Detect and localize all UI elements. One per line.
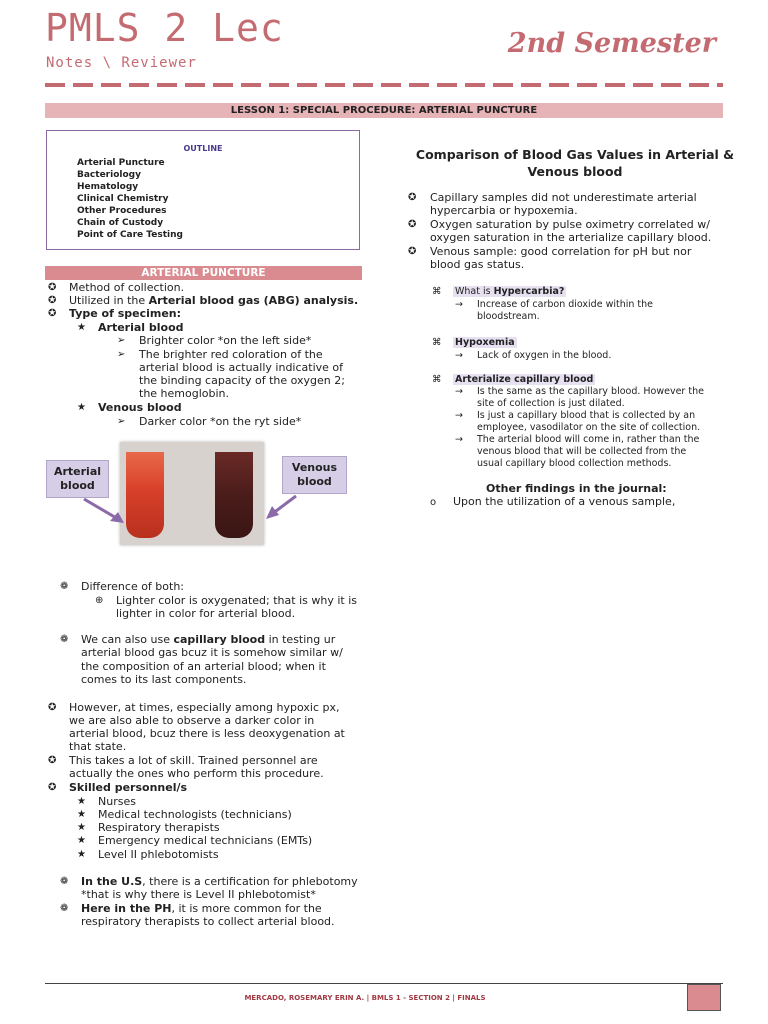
title-line: Venous blood bbox=[527, 164, 623, 179]
lesson-title: LESSON 1: SPECIAL PROCEDURE: ARTERIAL PUNCTURE bbox=[45, 103, 723, 118]
text-part: What is bbox=[455, 286, 494, 297]
text-line: respiratory therapists to collect arterial blood. bbox=[81, 915, 335, 928]
text-part: Arterialize capillary blood bbox=[455, 374, 594, 385]
circled-plus-icon: ⊕ bbox=[95, 595, 104, 606]
target-bullet-icon: ✪ bbox=[48, 308, 57, 319]
section-title: ARTERIAL PUNCTURE bbox=[45, 266, 362, 280]
page-number-box bbox=[687, 984, 721, 1011]
comparison-title bbox=[395, 146, 755, 180]
arrow-bullet-icon: ➢ bbox=[117, 335, 126, 346]
text-line: lighter in color for arterial blood. bbox=[116, 607, 296, 620]
flower-bullet-icon: ❁ bbox=[60, 634, 69, 645]
outline-item: Bacteriology bbox=[77, 170, 141, 180]
text-line: the hemoglobin. bbox=[139, 387, 230, 400]
outline-item: Other Procedures bbox=[77, 206, 167, 216]
text-line: Lighter color is oxygenated; that is why it is bbox=[116, 594, 357, 607]
text-part: Hypercarbia? bbox=[493, 286, 565, 297]
text-part: , there is a certification for phlebotomy bbox=[142, 875, 358, 888]
outline-box bbox=[46, 130, 360, 250]
text-part: in testing ur bbox=[265, 633, 336, 646]
text-line bbox=[69, 294, 358, 308]
text-line: Oxygen saturation by pulse oximetry correlated w/ bbox=[430, 218, 710, 231]
text-line bbox=[453, 286, 566, 298]
text-line bbox=[453, 337, 517, 349]
text-line: bloodstream. bbox=[477, 311, 540, 322]
target-bullet-icon: ✪ bbox=[48, 782, 57, 793]
arterial-tube bbox=[126, 452, 164, 538]
text-line: Brighter color *on the left side* bbox=[139, 334, 312, 347]
text-line: Darker color *on the ryt side* bbox=[139, 415, 302, 428]
text-line: employee, vasodilator on the site of collection. bbox=[477, 422, 701, 433]
sparkle-bullet-icon: ⌘ bbox=[432, 286, 442, 297]
text-line: The arterial blood will come in, rather than the bbox=[477, 434, 700, 445]
arrow-bullet-icon: ➢ bbox=[117, 349, 126, 360]
star-bullet-icon: ★ bbox=[77, 402, 86, 413]
text-line: arterial blood gas bcuz it is somehow similar w/ bbox=[81, 646, 343, 659]
text-part: Here in the PH bbox=[81, 902, 172, 915]
text-line: that state. bbox=[69, 740, 127, 753]
target-bullet-icon: ✪ bbox=[408, 192, 417, 203]
title-line: Comparison of Blood Gas Values in Arterial & bbox=[415, 147, 735, 162]
text-line: comes to its last components. bbox=[81, 673, 247, 686]
text-part: We can also use bbox=[81, 633, 174, 646]
text-line: Lack of oxygen in the blood. bbox=[477, 350, 612, 361]
text-part: , it is more common for the bbox=[171, 902, 322, 915]
text-line: Upon the utilization of a venous sample, bbox=[453, 495, 676, 508]
text-line bbox=[81, 875, 358, 889]
outline-item: Point of Care Testing bbox=[77, 230, 183, 240]
other-findings-heading: Other findings in the journal: bbox=[486, 482, 667, 495]
arterial-blood-label: Arterial blood bbox=[46, 460, 109, 498]
target-bullet-icon: ✪ bbox=[48, 702, 57, 713]
flower-bullet-icon: ❁ bbox=[60, 903, 69, 914]
blood-tubes-photo bbox=[120, 442, 264, 545]
star-bullet-icon: ★ bbox=[77, 809, 86, 820]
text-line: *that is why there is Level II phlebotomist* bbox=[81, 888, 316, 901]
text-line: Medical technologists (technicians) bbox=[98, 808, 292, 821]
target-bullet-icon: ✪ bbox=[48, 282, 57, 293]
outline-list bbox=[77, 157, 183, 241]
text-line: site of collection is just dilated. bbox=[477, 398, 625, 409]
text-line: Type of specimen: bbox=[69, 307, 182, 320]
text-line: venous blood that will be collected from the bbox=[477, 446, 687, 457]
venous-blood-label: Venous blood bbox=[282, 456, 347, 494]
sparkle-bullet-icon: ⌘ bbox=[432, 337, 442, 348]
outline-title: OUTLINE bbox=[183, 144, 223, 153]
text-line: we are also able to observe a darker color in bbox=[69, 714, 315, 727]
text-line: usual capillary blood collection methods. bbox=[477, 458, 672, 469]
text-line: Is just a capillary blood that is collected by an bbox=[477, 410, 696, 421]
outline-item: Hematology bbox=[77, 182, 139, 192]
right-arrow-icon: → bbox=[455, 434, 463, 445]
arrow-to-arterial-icon bbox=[80, 495, 128, 527]
text-line: hypercarbia or hypoxemia. bbox=[430, 204, 578, 217]
outline-item: Arterial Puncture bbox=[77, 158, 165, 168]
arrow-to-venous-icon bbox=[262, 492, 302, 522]
text-line: Skilled personnel/s bbox=[69, 781, 188, 794]
outline-item: Chain of Custody bbox=[77, 218, 164, 228]
text-line: Is the same as the capillary blood. However the bbox=[477, 386, 704, 397]
circle-bullet-icon: o bbox=[430, 497, 437, 508]
flower-bullet-icon: ❁ bbox=[60, 581, 69, 592]
right-arrow-icon: → bbox=[455, 299, 463, 310]
target-bullet-icon: ✪ bbox=[48, 755, 57, 766]
arrow-bullet-icon: ➢ bbox=[117, 416, 126, 427]
text-line bbox=[81, 902, 322, 916]
brand-subtitle: Notes \ Reviewer bbox=[46, 55, 197, 71]
text-part: In the U.S bbox=[81, 875, 143, 888]
text-line bbox=[81, 633, 335, 647]
flower-bullet-icon: ❁ bbox=[60, 876, 69, 887]
text-line: Difference of both: bbox=[81, 580, 185, 593]
star-bullet-icon: ★ bbox=[77, 835, 86, 846]
text-line: arterial blood is actually indicative of bbox=[139, 361, 344, 374]
text-line: The brighter red coloration of the bbox=[139, 348, 323, 361]
text-part: Arterial blood gas (ABG) analysis. bbox=[148, 294, 359, 307]
footer-text: MERCADO, ROSEMARY ERIN A. | BMLS 1 - SECTION 2 | FINALS bbox=[244, 994, 486, 1002]
text-line: Capillary samples did not underestimate arterial bbox=[430, 191, 697, 204]
text-line: Emergency medical technicians (EMTs) bbox=[98, 834, 313, 847]
star-bullet-icon: ★ bbox=[77, 822, 86, 833]
outline-item: Clinical Chemistry bbox=[77, 194, 169, 204]
text-line: Level II phlebotomists bbox=[98, 848, 219, 861]
semester-label: 2nd Semester bbox=[507, 28, 716, 59]
text-line: However, at times, especially among hypoxic px, bbox=[69, 701, 340, 714]
text-line: Venous sample: good correlation for pH but nor bbox=[430, 245, 692, 258]
right-arrow-icon: → bbox=[455, 350, 463, 361]
footer-divider bbox=[45, 983, 723, 984]
text-line: blood gas status. bbox=[430, 258, 525, 271]
star-bullet-icon: ★ bbox=[77, 849, 86, 860]
dashed-divider bbox=[45, 83, 723, 87]
target-bullet-icon: ✪ bbox=[48, 295, 57, 306]
venous-tube bbox=[215, 452, 253, 538]
sparkle-bullet-icon: ⌘ bbox=[432, 374, 442, 385]
text-line: Method of collection. bbox=[69, 281, 185, 294]
star-bullet-icon: ★ bbox=[77, 796, 86, 807]
text-line: actually the ones who perform this procedure. bbox=[69, 767, 324, 780]
star-bullet-icon: ★ bbox=[77, 322, 86, 333]
text-line: oxygen saturation in the arterialize capillary blood. bbox=[430, 231, 712, 244]
text-line: Nurses bbox=[98, 795, 136, 808]
text-line: This takes a lot of skill. Trained personnel are bbox=[69, 754, 318, 767]
brand-title: PMLS 2 Lec bbox=[45, 6, 284, 50]
text-part: capillary blood bbox=[173, 633, 266, 646]
text-line: Increase of carbon dioxide within the bbox=[477, 299, 654, 310]
target-bullet-icon: ✪ bbox=[408, 219, 417, 230]
text-line: Venous blood bbox=[98, 401, 182, 414]
text-part: Hypoxemia bbox=[455, 337, 515, 348]
text-part: Utilized in the bbox=[69, 294, 149, 307]
text-line: Arterial blood bbox=[98, 321, 184, 334]
right-arrow-icon: → bbox=[455, 410, 463, 421]
target-bullet-icon: ✪ bbox=[408, 246, 417, 257]
text-line: Respiratory therapists bbox=[98, 821, 220, 834]
text-line: arterial blood, bcuz there is less deoxygenation at bbox=[69, 727, 345, 740]
text-line bbox=[453, 374, 595, 386]
right-arrow-icon: → bbox=[455, 386, 463, 397]
text-line: the composition of an arterial blood; when it bbox=[81, 660, 326, 673]
text-line: the binding capacity of the oxygen 2; bbox=[139, 374, 345, 387]
